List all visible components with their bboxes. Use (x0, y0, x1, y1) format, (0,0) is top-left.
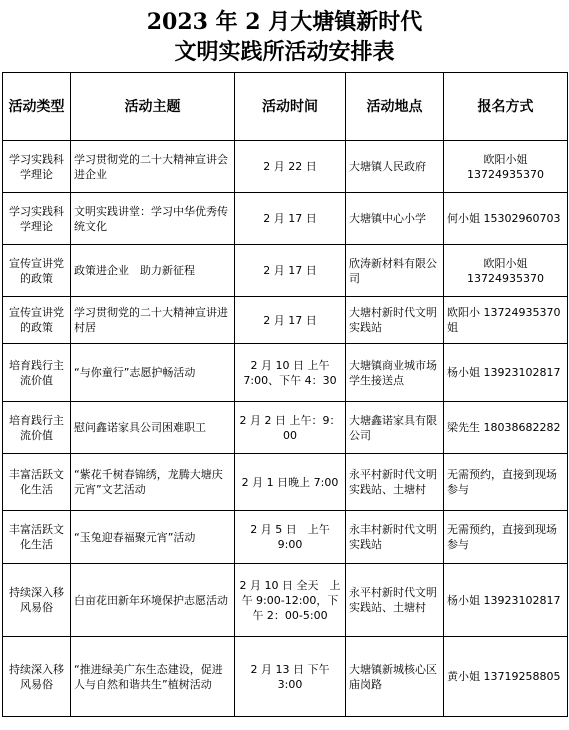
registration: 欧阳小姐 13724935370 (444, 141, 568, 193)
activity-place: 大塘村新时代文明实践站 (346, 297, 444, 344)
activity-topic: “推进绿美广东生态建设，促进人与自然和谐共生”植树活动 (71, 637, 235, 717)
activity-topic: 文明实践讲堂：学习中华优秀传统文化 (71, 193, 235, 245)
activity-time: 2 月 1 日晚上 7:00 (235, 454, 346, 511)
activity-place: 永平村新时代文明实践站、土塘村 (346, 564, 444, 637)
activity-place: 大塘鑫诺家具有限公司 (346, 402, 444, 454)
activity-topic: 慰问鑫诺家具公司困难职工 (71, 402, 235, 454)
registration: 无需预约，直接到现场参与 (444, 511, 568, 564)
activity-place: 大塘镇人民政府 (346, 141, 444, 193)
activity-topic: “玉兔迎春福聚元宵”活动 (71, 511, 235, 564)
activity-time: 2 月 2 日 上午：9：00 (235, 402, 346, 454)
activity-topic: 白亩花田新年环境保护志愿活动 (71, 564, 235, 637)
table-row (3, 344, 568, 402)
table-row (3, 245, 568, 297)
activity-type: 持续深入移风易俗 (3, 637, 71, 717)
registration: 杨小姐 13923102817 (444, 564, 568, 637)
header-row (3, 73, 568, 141)
activity-type: 丰富活跃文化生活 (3, 511, 71, 564)
table-row (3, 454, 568, 511)
activity-type: 丰富活跃文化生活 (3, 454, 71, 511)
header-time: 活动时间 (235, 73, 346, 141)
header-topic: 活动主题 (71, 73, 235, 141)
activity-time: 2 月 10 日 全天 上午 9:00-12:00，下午 2：00-5:00 (235, 564, 346, 637)
table-row (3, 637, 568, 717)
table-row (3, 564, 568, 637)
activity-time: 2 月 17 日 (235, 245, 346, 297)
registration: 杨小姐 13923102817 (444, 344, 568, 402)
header-type: 活动类型 (3, 73, 71, 141)
registration: 欧阳小 13724935370 姐 (444, 297, 568, 344)
schedule-table (2, 72, 568, 717)
activity-place: 大塘镇商业城市场学生接送点 (346, 344, 444, 402)
activity-type: 学习实践科学理论 (3, 141, 71, 193)
activity-time: 2 月 13 日 下午 3:00 (235, 637, 346, 717)
title-line-1: 2023 年 2 月大塘镇新时代 (146, 9, 423, 35)
registration: 无需预约，直接到现场参与 (444, 454, 568, 511)
activity-place: 永平村新时代文明实践站、土塘村 (346, 454, 444, 511)
activity-topic: 政策进企业 助力新征程 (71, 245, 235, 297)
activity-topic: “紫花千树春锦绣，龙腾大塘庆元宵”文艺活动 (71, 454, 235, 511)
registration: 欧阳小姐 13724935370 (444, 245, 568, 297)
header-registration: 报名方式 (444, 73, 568, 141)
activity-time: 2 月 22 日 (235, 141, 346, 193)
header-place: 活动地点 (346, 73, 444, 141)
activity-type: 培育践行主流价值 (3, 344, 71, 402)
activity-time: 2 月 5 日 上午 9:00 (235, 511, 346, 564)
activity-place: 大塘镇中心小学 (346, 193, 444, 245)
activity-topic: 学习贯彻党的二十大精神宣讲进村居 (71, 297, 235, 344)
activity-place: 大塘镇新城核心区庙岗路 (346, 637, 444, 717)
table-row (3, 402, 568, 454)
registration: 何小姐 15302960703 (444, 193, 568, 245)
registration: 黄小姐 13719258805 (444, 637, 568, 717)
table-row (3, 193, 568, 245)
activity-type: 宣传宣讲党的政策 (3, 297, 71, 344)
activity-topic: “与你童行”志愿护畅活动 (71, 344, 235, 402)
activity-type: 学习实践科学理论 (3, 193, 71, 245)
table-row (3, 141, 568, 193)
activity-place: 欣涛新材料有限公司 (346, 245, 444, 297)
activity-place: 永丰村新时代文明实践站 (346, 511, 444, 564)
activity-topic: 学习贯彻党的二十大精神宣讲会进企业 (71, 141, 235, 193)
activity-time: 2 月 17 日 (235, 297, 346, 344)
registration: 梁先生 18038682282 (444, 402, 568, 454)
activity-type: 宣传宣讲党的政策 (3, 245, 71, 297)
activity-time: 2 月 10 日 上午 7:00、下午 4：30 (235, 344, 346, 402)
table-row (3, 511, 568, 564)
activity-time: 2 月 17 日 (235, 193, 346, 245)
table-row (3, 297, 568, 344)
title-line-2: 文明实践所活动安排表 (174, 39, 395, 65)
activity-type: 持续深入移风易俗 (3, 564, 71, 637)
activity-type: 培育践行主流价值 (3, 402, 71, 454)
